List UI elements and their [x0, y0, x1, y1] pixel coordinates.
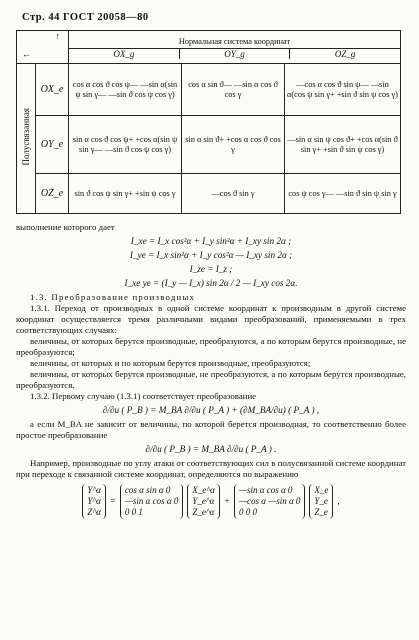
table-cell: —sin α sin ψ cos ϑ+ +cos α(sin ϑ sin γ+ +sin ϑ sin ψ cos γ) [285, 116, 401, 174]
matrix-entry: Y_e [314, 496, 328, 506]
matrix-derivative [234, 484, 305, 519]
body-text [16, 222, 406, 519]
section-heading: 1.3. Преобразование производных [30, 292, 196, 302]
paragraph: а если M_BA не зависит от величины, по которой берется производная, то соответственно более простое преобразование [16, 419, 406, 440]
matrix-entry: X_e^α [192, 485, 215, 495]
matrix-row: —sin α cos α 0 [124, 496, 179, 506]
equation: I_ze = I_z ; [189, 264, 233, 274]
row-head: OZ_e [36, 174, 69, 214]
table-cell: cos α sin ϑ— —sin α cos ϑ cos γ [182, 64, 285, 116]
paragraph: 1.3.2. Первому случаю (1.3.1) соответствует преобразование [30, 391, 257, 401]
matrix-entry: Z_e^α [192, 507, 215, 517]
table-cell: sin ϑ cos ψ sin γ+ +sin ψ cos γ [69, 174, 182, 214]
matrix-entry: Z^α [87, 507, 101, 517]
table-cell: sin α cos ϑ cos ψ+ +cos α(sin ψ sin γ— —sin ϑ cos ψ cos γ) [69, 116, 182, 174]
matrix-lhs [82, 484, 106, 519]
matrix-row: 0 0 0 [238, 507, 257, 517]
matrix-entry: X_e [314, 485, 329, 495]
page-header: Стр. 44 ГОСТ 20058—80 [22, 12, 149, 23]
col-head: OX_g [69, 49, 180, 59]
side-label: Полусвязанная [21, 108, 31, 166]
col-head: OY_g [180, 49, 291, 59]
row-head: OY_e [36, 116, 69, 174]
top-label: Нормальная система координат [69, 35, 400, 49]
table-cell: —cos ϑ sin γ [182, 174, 285, 214]
col-head: OZ_g [334, 49, 356, 59]
corner-cell [17, 31, 69, 64]
matrix-row: 0 0 1 [124, 507, 143, 517]
equation: I_xe ye = (I_y — I_x) sin 2α / 2 — I_xy cos 2α. [124, 278, 298, 288]
paragraph: величины, от которых и по которым берутся производные, преобразуются; [30, 358, 311, 368]
table-cell: cos α cos ϑ cos ψ— —sin α(sin ψ sin γ— —sin ϑ cos ψ cos γ) [69, 64, 182, 116]
matrix-row: —sin α cos α 0 [238, 485, 293, 495]
equation: ∂/∂u ( P_B ) = M_BA ∂/∂u ( P_A ) + (∂M_BA/∂u) ( P_A ) , [102, 405, 320, 415]
cosine-table [16, 30, 401, 214]
matrix-vector [309, 484, 333, 519]
matrix-equation: Y^α Y^α Z^α = cos α sin α 0 —sin α cos α 0 0 0 1 X_e^α Y_e^α Z_e^α + —sin α cos α 0 —cos α —sin α 0 0 0 0 X_e Y_e Z_e , [16, 484, 406, 519]
matrix-entry: Z_e [314, 507, 328, 517]
equation: I_xe = I_x cos²α + I_y sin²α + I_xy sin 2α ; [130, 236, 292, 246]
paragraph: выполнение которого дает [16, 222, 115, 232]
table-cell: —cos α cos ϑ sin ψ— —sin α(cos ψ sin γ+ +sin ϑ sin ψ cos γ) [285, 64, 401, 116]
matrix-rotation [120, 484, 183, 519]
equation: ∂/∂u ( P_B ) = M_BA ∂/∂u ( P_A ) . [145, 444, 277, 454]
matrix-row: —cos α —sin α 0 [238, 496, 301, 506]
matrix-entry: Y^α [87, 485, 101, 495]
matrix-entry: Y^α [87, 496, 101, 506]
arrow-left-icon: ← [22, 49, 31, 59]
paragraph: величины, от которых берутся производные, преобразуются, а по которым берутся производные, не преобразуются; [16, 336, 406, 357]
arrow-up-icon: ↑ [55, 31, 60, 41]
table-cell: sin α sin ϑ+ +cos α cos ϑ cos γ [182, 116, 285, 174]
paragraph: 1.3.1. Переход от производных в одной системе координат к производным в другой системе координат осуществляется тремя различными видами преобразований, применяемыми в трех соответствующих случаях: [16, 303, 406, 335]
equation: I_ye = I_x sin²α + I_y cos²α — I_xy sin 2α ; [129, 250, 293, 260]
matrix-row: cos α sin α 0 [124, 485, 171, 495]
table-cell: cos ψ cos γ— —sin ϑ sin ψ sin γ [285, 174, 401, 214]
matrix-entry: Y_e^α [192, 496, 215, 506]
matrix-vector [187, 484, 220, 519]
row-head: OX_e [36, 64, 69, 116]
paragraph: Например, производные по углу атаки от соответствующих сил в полусвязанной системе координат при переходе к связанной системе координат, определяются по выражению [16, 458, 406, 479]
paragraph: величины, от которых берутся производные, не преобразуются, а по которым берутся производные, преобразуются. [16, 369, 406, 390]
